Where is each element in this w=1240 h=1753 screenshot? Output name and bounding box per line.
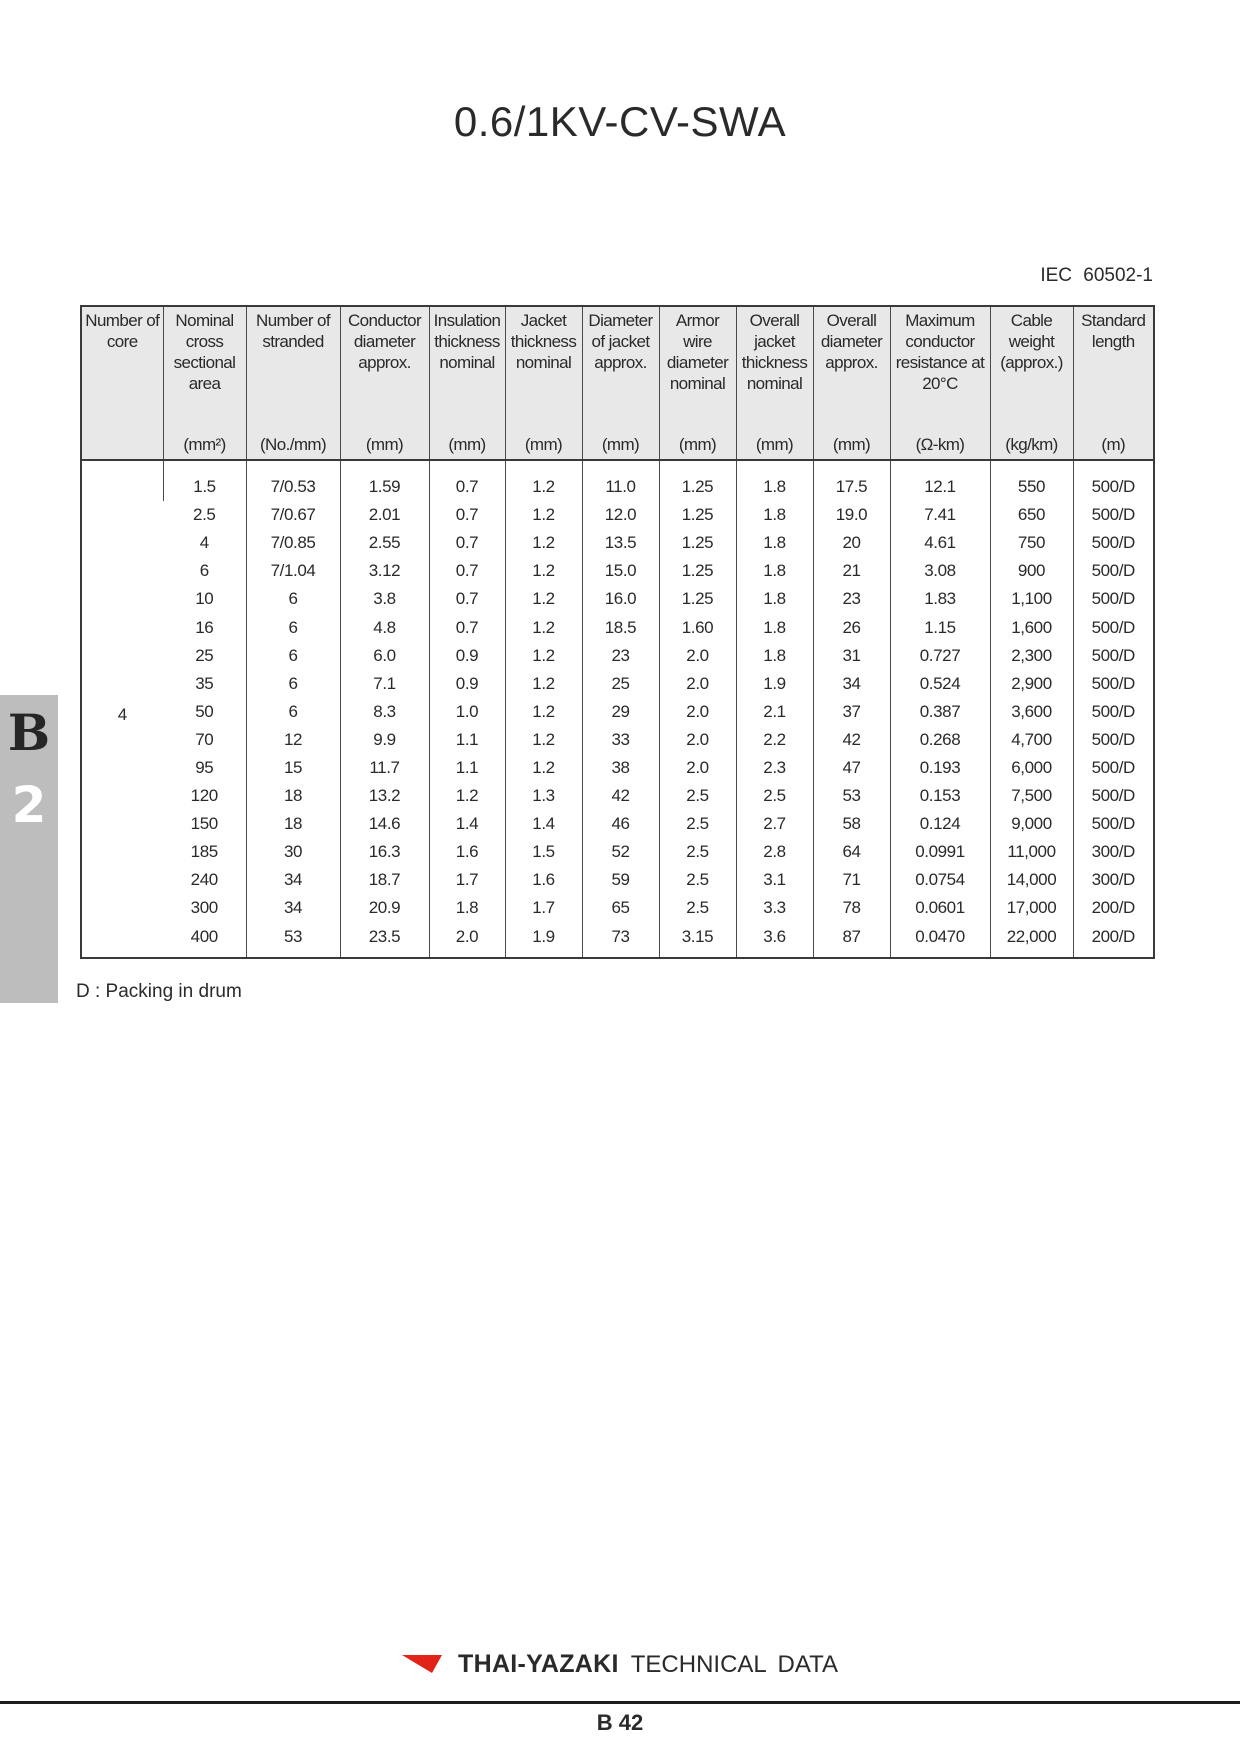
table-cell: 14.6 — [340, 810, 429, 838]
table-row — [81, 613, 1154, 641]
table-cell: 2.0 — [659, 698, 736, 726]
table-cell: 1.25 — [659, 460, 736, 501]
table-cell: 1.2 — [505, 557, 582, 585]
table-cell: 59 — [582, 866, 659, 894]
table-cell: 1.8 — [736, 460, 813, 501]
table-cell: 16.3 — [340, 838, 429, 866]
table-row — [81, 501, 1154, 529]
table-cell: 1.25 — [659, 585, 736, 613]
table-cell: 2.5 — [193, 505, 216, 525]
table-cell: 1.8 — [736, 585, 813, 613]
table-cell: 6 — [246, 613, 340, 641]
table-cell: 38 — [582, 754, 659, 782]
table-cell: 7/0.67 — [246, 501, 340, 529]
table-row — [81, 726, 1154, 754]
table-cell: 0.7 — [429, 529, 505, 557]
table-cell: 200/D — [1073, 894, 1154, 922]
table-cell: 16.0 — [582, 585, 659, 613]
table-cell: 34 — [246, 866, 340, 894]
column-header-unit: (mm) — [448, 435, 486, 454]
table-cell: 52 — [582, 838, 659, 866]
table-cell: 30 — [246, 838, 340, 866]
table-cell: 2,900 — [990, 670, 1073, 698]
table-cell: 500/D — [1073, 460, 1154, 501]
table-cell: 18.5 — [582, 613, 659, 641]
table-cell: 1,600 — [990, 613, 1073, 641]
footer-divider — [0, 1701, 1240, 1704]
table-cell: 1.6 — [505, 866, 582, 894]
table-row — [81, 782, 1154, 810]
table-cell: 47 — [813, 754, 890, 782]
table-cell: 18.7 — [340, 866, 429, 894]
table-cell: 6,000 — [990, 754, 1073, 782]
table-cell: 2.55 — [340, 529, 429, 557]
section-tab — [0, 695, 58, 1003]
table-cell: 78 — [813, 894, 890, 922]
table-cell: 19.0 — [813, 501, 890, 529]
table-cell: 500/D — [1073, 501, 1154, 529]
brand-subtitle: TECHNICAL DATA — [630, 1651, 838, 1678]
table-row — [81, 529, 1154, 557]
table-cell: 7/0.85 — [246, 529, 340, 557]
table-cell: 1.8 — [736, 642, 813, 670]
table-cell: 2.5 — [736, 782, 813, 810]
table-cell: 2.0 — [659, 726, 736, 754]
table-cell: 9.9 — [340, 726, 429, 754]
table-cell: 550 — [990, 460, 1073, 501]
table-cell: 95 — [195, 757, 214, 777]
table-cell: 150 — [190, 814, 218, 834]
table-cell: 400 — [190, 926, 218, 946]
table-cell: 0.193 — [890, 754, 990, 782]
table-cell: 50 — [195, 701, 214, 721]
table-cell: 4,700 — [990, 726, 1073, 754]
table-row — [81, 460, 1154, 501]
table-cell: 0.9 — [429, 642, 505, 670]
table-row — [81, 585, 1154, 613]
table-cell: 1.1 — [429, 726, 505, 754]
table-cell: 42 — [813, 726, 890, 754]
table-cell: 37 — [813, 698, 890, 726]
table-cell: 1.5 — [505, 838, 582, 866]
table-row — [81, 894, 1154, 922]
table-cell: 17.5 — [813, 460, 890, 501]
table-cell: 1.3 — [505, 782, 582, 810]
column-header-unit: (mm) — [832, 435, 871, 454]
table-row — [81, 642, 1154, 670]
table-cell: 2.5 — [659, 810, 736, 838]
table-cell: 26 — [813, 613, 890, 641]
column-header-name: Insulation thickness nominal — [433, 311, 501, 372]
table-cell: 11.0 — [582, 460, 659, 501]
table-cell: 1.8 — [736, 529, 813, 557]
table-header-row — [81, 306, 1154, 460]
column-header-name: Overall jacket thickness nominal — [741, 311, 808, 393]
table-cell: 22,000 — [990, 923, 1073, 958]
table-cell: 0.524 — [890, 670, 990, 698]
table-row — [81, 866, 1154, 894]
column-header-unit: (mm) — [524, 435, 563, 454]
table-cell: 6.0 — [340, 642, 429, 670]
column-header-name: Armor wire diameter nominal — [666, 311, 729, 393]
table-cell: 1.9 — [736, 670, 813, 698]
table-cell: 6 — [199, 561, 209, 581]
column-header-unit: (Ω-km) — [915, 435, 965, 454]
table-cell: 2.0 — [429, 923, 505, 958]
table-cell: 3.15 — [659, 923, 736, 958]
table-cell: 1.25 — [659, 501, 736, 529]
column-header-unit: (mm) — [601, 435, 640, 454]
table-cell: 900 — [990, 557, 1073, 585]
column-header-name: Jacket thickness nominal — [510, 311, 577, 372]
table-cell: 1.2 — [505, 642, 582, 670]
table-cell: 2.3 — [736, 754, 813, 782]
table-cell: 3.3 — [736, 894, 813, 922]
table-cell: 500/D — [1073, 754, 1154, 782]
column-header — [163, 306, 246, 460]
column-header-unit: (mm) — [755, 435, 794, 454]
table-cell: 500/D — [1073, 698, 1154, 726]
table-cell: 1,100 — [990, 585, 1073, 613]
table-cell: 33 — [582, 726, 659, 754]
table-cell: 23.5 — [340, 923, 429, 958]
table-cell: 500/D — [1073, 529, 1154, 557]
table-cell: 3.8 — [340, 585, 429, 613]
table-cell: 0.7 — [429, 613, 505, 641]
table-cell: 1.4 — [429, 810, 505, 838]
column-header-name: Overall diameter approx. — [820, 311, 883, 372]
column-header-name: Conductor diameter approx. — [347, 311, 422, 372]
table-cell: 7,500 — [990, 782, 1073, 810]
table-cell: 2.2 — [736, 726, 813, 754]
column-header-name: Cable weight (approx.) — [1000, 311, 1063, 372]
column-header-name: Nominal cross sectional area — [173, 311, 236, 393]
table-row — [81, 923, 1154, 958]
table-cell: 2.01 — [340, 501, 429, 529]
column-header — [246, 306, 340, 460]
table-cell: 1.7 — [429, 866, 505, 894]
table-cell: 2.5 — [659, 782, 736, 810]
table-cell: 500/D — [1073, 810, 1154, 838]
table-cell: 1.2 — [505, 726, 582, 754]
column-header-unit: (mm) — [678, 435, 717, 454]
table-cell: 2.0 — [659, 754, 736, 782]
table-cell: 1.8 — [736, 557, 813, 585]
table-cell: 1.9 — [505, 923, 582, 958]
table-cell: 500/D — [1073, 585, 1154, 613]
table-cell: 25 — [582, 670, 659, 698]
table-cell: 2.0 — [659, 642, 736, 670]
table-cell: 500/D — [1073, 642, 1154, 670]
column-header-name: Standard length — [1081, 311, 1146, 351]
core-count-cell: 4 — [117, 704, 127, 724]
table-cell: 6 — [246, 670, 340, 698]
table-cell: 2.7 — [736, 810, 813, 838]
table-cell: 1.2 — [505, 460, 582, 501]
table-cell: 11.7 — [340, 754, 429, 782]
table-cell: 240 — [190, 870, 218, 890]
table-cell: 0.0601 — [890, 894, 990, 922]
column-header — [990, 306, 1073, 460]
table-cell: 1.7 — [505, 894, 582, 922]
table-cell: 2.0 — [659, 670, 736, 698]
table-cell: 6 — [246, 642, 340, 670]
cable-spec-table — [80, 305, 1155, 959]
table-cell: 2.5 — [659, 866, 736, 894]
table-cell: 7.41 — [890, 501, 990, 529]
table-cell: 12 — [246, 726, 340, 754]
table-cell: 1.2 — [505, 585, 582, 613]
column-header — [736, 306, 813, 460]
table-cell: 0.727 — [890, 642, 990, 670]
table-cell: 1.1 — [429, 754, 505, 782]
table-cell: 34 — [246, 894, 340, 922]
table-cell: 0.7 — [429, 585, 505, 613]
table-cell: 18 — [246, 810, 340, 838]
footer-brand — [0, 1650, 1240, 1679]
table-cell: 1.8 — [736, 501, 813, 529]
table-cell: 1.4 — [505, 810, 582, 838]
table-cell: 3.6 — [736, 923, 813, 958]
column-header-name: Number of core — [85, 311, 160, 351]
table-cell: 20.9 — [340, 894, 429, 922]
table-cell: 46 — [582, 810, 659, 838]
footnote: D : Packing in drum — [76, 981, 242, 1002]
table-cell: 73 — [582, 923, 659, 958]
column-header — [813, 306, 890, 460]
table-cell: 185 — [190, 842, 218, 862]
table-cell: 0.7 — [429, 557, 505, 585]
table-cell: 0.387 — [890, 698, 990, 726]
table-cell: 3.08 — [890, 557, 990, 585]
table-cell: 120 — [190, 786, 218, 806]
table-cell: 2.8 — [736, 838, 813, 866]
table-cell: 500/D — [1073, 613, 1154, 641]
table-cell: 6 — [246, 698, 340, 726]
table-cell: 200/D — [1073, 923, 1154, 958]
table-cell: 3.1 — [736, 866, 813, 894]
table-cell: 7/1.04 — [246, 557, 340, 585]
table-cell: 7/0.53 — [246, 460, 340, 501]
table-cell: 0.268 — [890, 726, 990, 754]
table-cell: 1.2 — [505, 613, 582, 641]
table-cell: 0.7 — [429, 460, 505, 501]
table-cell: 0.124 — [890, 810, 990, 838]
table-cell: 7.1 — [340, 670, 429, 698]
column-header — [582, 306, 659, 460]
table-row — [81, 838, 1154, 866]
table-cell: 4.61 — [890, 529, 990, 557]
table-cell: 0.9 — [429, 670, 505, 698]
table-row — [81, 754, 1154, 782]
table-cell: 87 — [813, 923, 890, 958]
brand-name: THAI-YAZAKI — [458, 1650, 619, 1678]
table-cell: 1.15 — [890, 613, 990, 641]
table-cell: 0.7 — [429, 501, 505, 529]
table-cell: 9,000 — [990, 810, 1073, 838]
table-cell: 0.0754 — [890, 866, 990, 894]
table-cell: 23 — [582, 642, 659, 670]
table-cell: 65 — [582, 894, 659, 922]
table-cell: 10 — [195, 589, 214, 609]
table-cell: 1.2 — [505, 698, 582, 726]
table-cell: 20 — [813, 529, 890, 557]
table-cell: 2.5 — [659, 894, 736, 922]
standard-reference: IEC 60502-1 — [1040, 265, 1153, 286]
table-cell: 0.153 — [890, 782, 990, 810]
column-header — [429, 306, 505, 460]
table-cell: 29 — [582, 698, 659, 726]
table-cell: 4.8 — [340, 613, 429, 641]
table-cell: 1.2 — [505, 529, 582, 557]
page-number: B 42 — [596, 1710, 644, 1735]
table-row — [81, 670, 1154, 698]
table-cell: 25 — [195, 645, 214, 665]
table-cell: 3.12 — [340, 557, 429, 585]
table-cell: 34 — [813, 670, 890, 698]
table-cell: 35 — [195, 673, 214, 693]
table-cell: 1.2 — [505, 501, 582, 529]
column-header-unit: (kg/km) — [1005, 435, 1058, 454]
table-cell: 13.5 — [582, 529, 659, 557]
table-cell: 58 — [813, 810, 890, 838]
table-cell: 53 — [246, 923, 340, 958]
table-cell: 1.2 — [429, 782, 505, 810]
table-cell: 15.0 — [582, 557, 659, 585]
column-header — [890, 306, 990, 460]
table-row — [81, 698, 1154, 726]
table-cell: 500/D — [1073, 726, 1154, 754]
table-cell: 2.5 — [659, 838, 736, 866]
table-cell: 6 — [246, 585, 340, 613]
table-cell: 300 — [190, 898, 218, 918]
table-cell: 1.8 — [429, 894, 505, 922]
table-cell: 1.83 — [890, 585, 990, 613]
table-cell: 2,300 — [990, 642, 1073, 670]
column-header-unit: (No./mm) — [259, 435, 327, 454]
table-cell: 53 — [813, 782, 890, 810]
table-cell: 1.59 — [340, 460, 429, 501]
column-header — [1073, 306, 1154, 460]
table-cell: 23 — [813, 585, 890, 613]
table-cell: 500/D — [1073, 782, 1154, 810]
table-cell: 11,000 — [990, 838, 1073, 866]
table-cell: 0.0470 — [890, 923, 990, 958]
table-cell: 15 — [246, 754, 340, 782]
table-row — [81, 557, 1154, 585]
column-header-unit: (mm) — [365, 435, 404, 454]
section-tab-number: 2 — [11, 776, 47, 834]
table-cell: 13.2 — [340, 782, 429, 810]
table-cell: 12.1 — [890, 460, 990, 501]
table-cell: 1.6 — [429, 838, 505, 866]
table-cell: 300/D — [1073, 838, 1154, 866]
table-cell: 4 — [199, 533, 209, 553]
column-header — [505, 306, 582, 460]
table-cell: 0.0991 — [890, 838, 990, 866]
table-cell: 1.60 — [659, 613, 736, 641]
table-cell: 14,000 — [990, 866, 1073, 894]
column-header-name: Number of stranded — [256, 311, 330, 351]
page-title: 0.6/1KV-CV-SWA — [453, 98, 787, 145]
column-header-name: Maximum conductor resistance at 20°C — [895, 311, 985, 393]
table-cell: 31 — [813, 642, 890, 670]
table-row — [81, 810, 1154, 838]
table-cell: 18 — [246, 782, 340, 810]
table-cell: 1.5 — [163, 460, 246, 501]
table-cell: 1.2 — [505, 754, 582, 782]
column-header — [659, 306, 736, 460]
column-header-unit: (m) — [1101, 435, 1126, 454]
table-cell: 70 — [195, 729, 214, 749]
table-cell: 3,600 — [990, 698, 1073, 726]
table-cell: 500/D — [1073, 557, 1154, 585]
table-cell: 1.8 — [736, 613, 813, 641]
table-cell: 42 — [582, 782, 659, 810]
column-header-unit: (mm²) — [183, 435, 226, 454]
table-cell: 21 — [813, 557, 890, 585]
table-cell: 12.0 — [582, 501, 659, 529]
table-cell: 500/D — [1073, 670, 1154, 698]
section-tab-letter: B — [7, 703, 51, 762]
table-cell: 64 — [813, 838, 890, 866]
table-cell: 16 — [195, 617, 214, 637]
table-cell: 17,000 — [990, 894, 1073, 922]
thai-yazaki-logo-icon — [402, 1653, 442, 1675]
table-cell: 8.3 — [340, 698, 429, 726]
column-header — [81, 306, 163, 460]
column-header-name: Diameter of jacket approx. — [588, 311, 653, 372]
table-cell: 300/D — [1073, 866, 1154, 894]
table-cell: 1.25 — [659, 557, 736, 585]
table-cell: 1.2 — [505, 670, 582, 698]
table-cell: 1.0 — [429, 698, 505, 726]
column-header — [340, 306, 429, 460]
table-cell: 2.1 — [736, 698, 813, 726]
table-cell: 1.25 — [659, 529, 736, 557]
table-cell: 750 — [990, 529, 1073, 557]
table-cell: 71 — [813, 866, 890, 894]
table-cell: 650 — [990, 501, 1073, 529]
